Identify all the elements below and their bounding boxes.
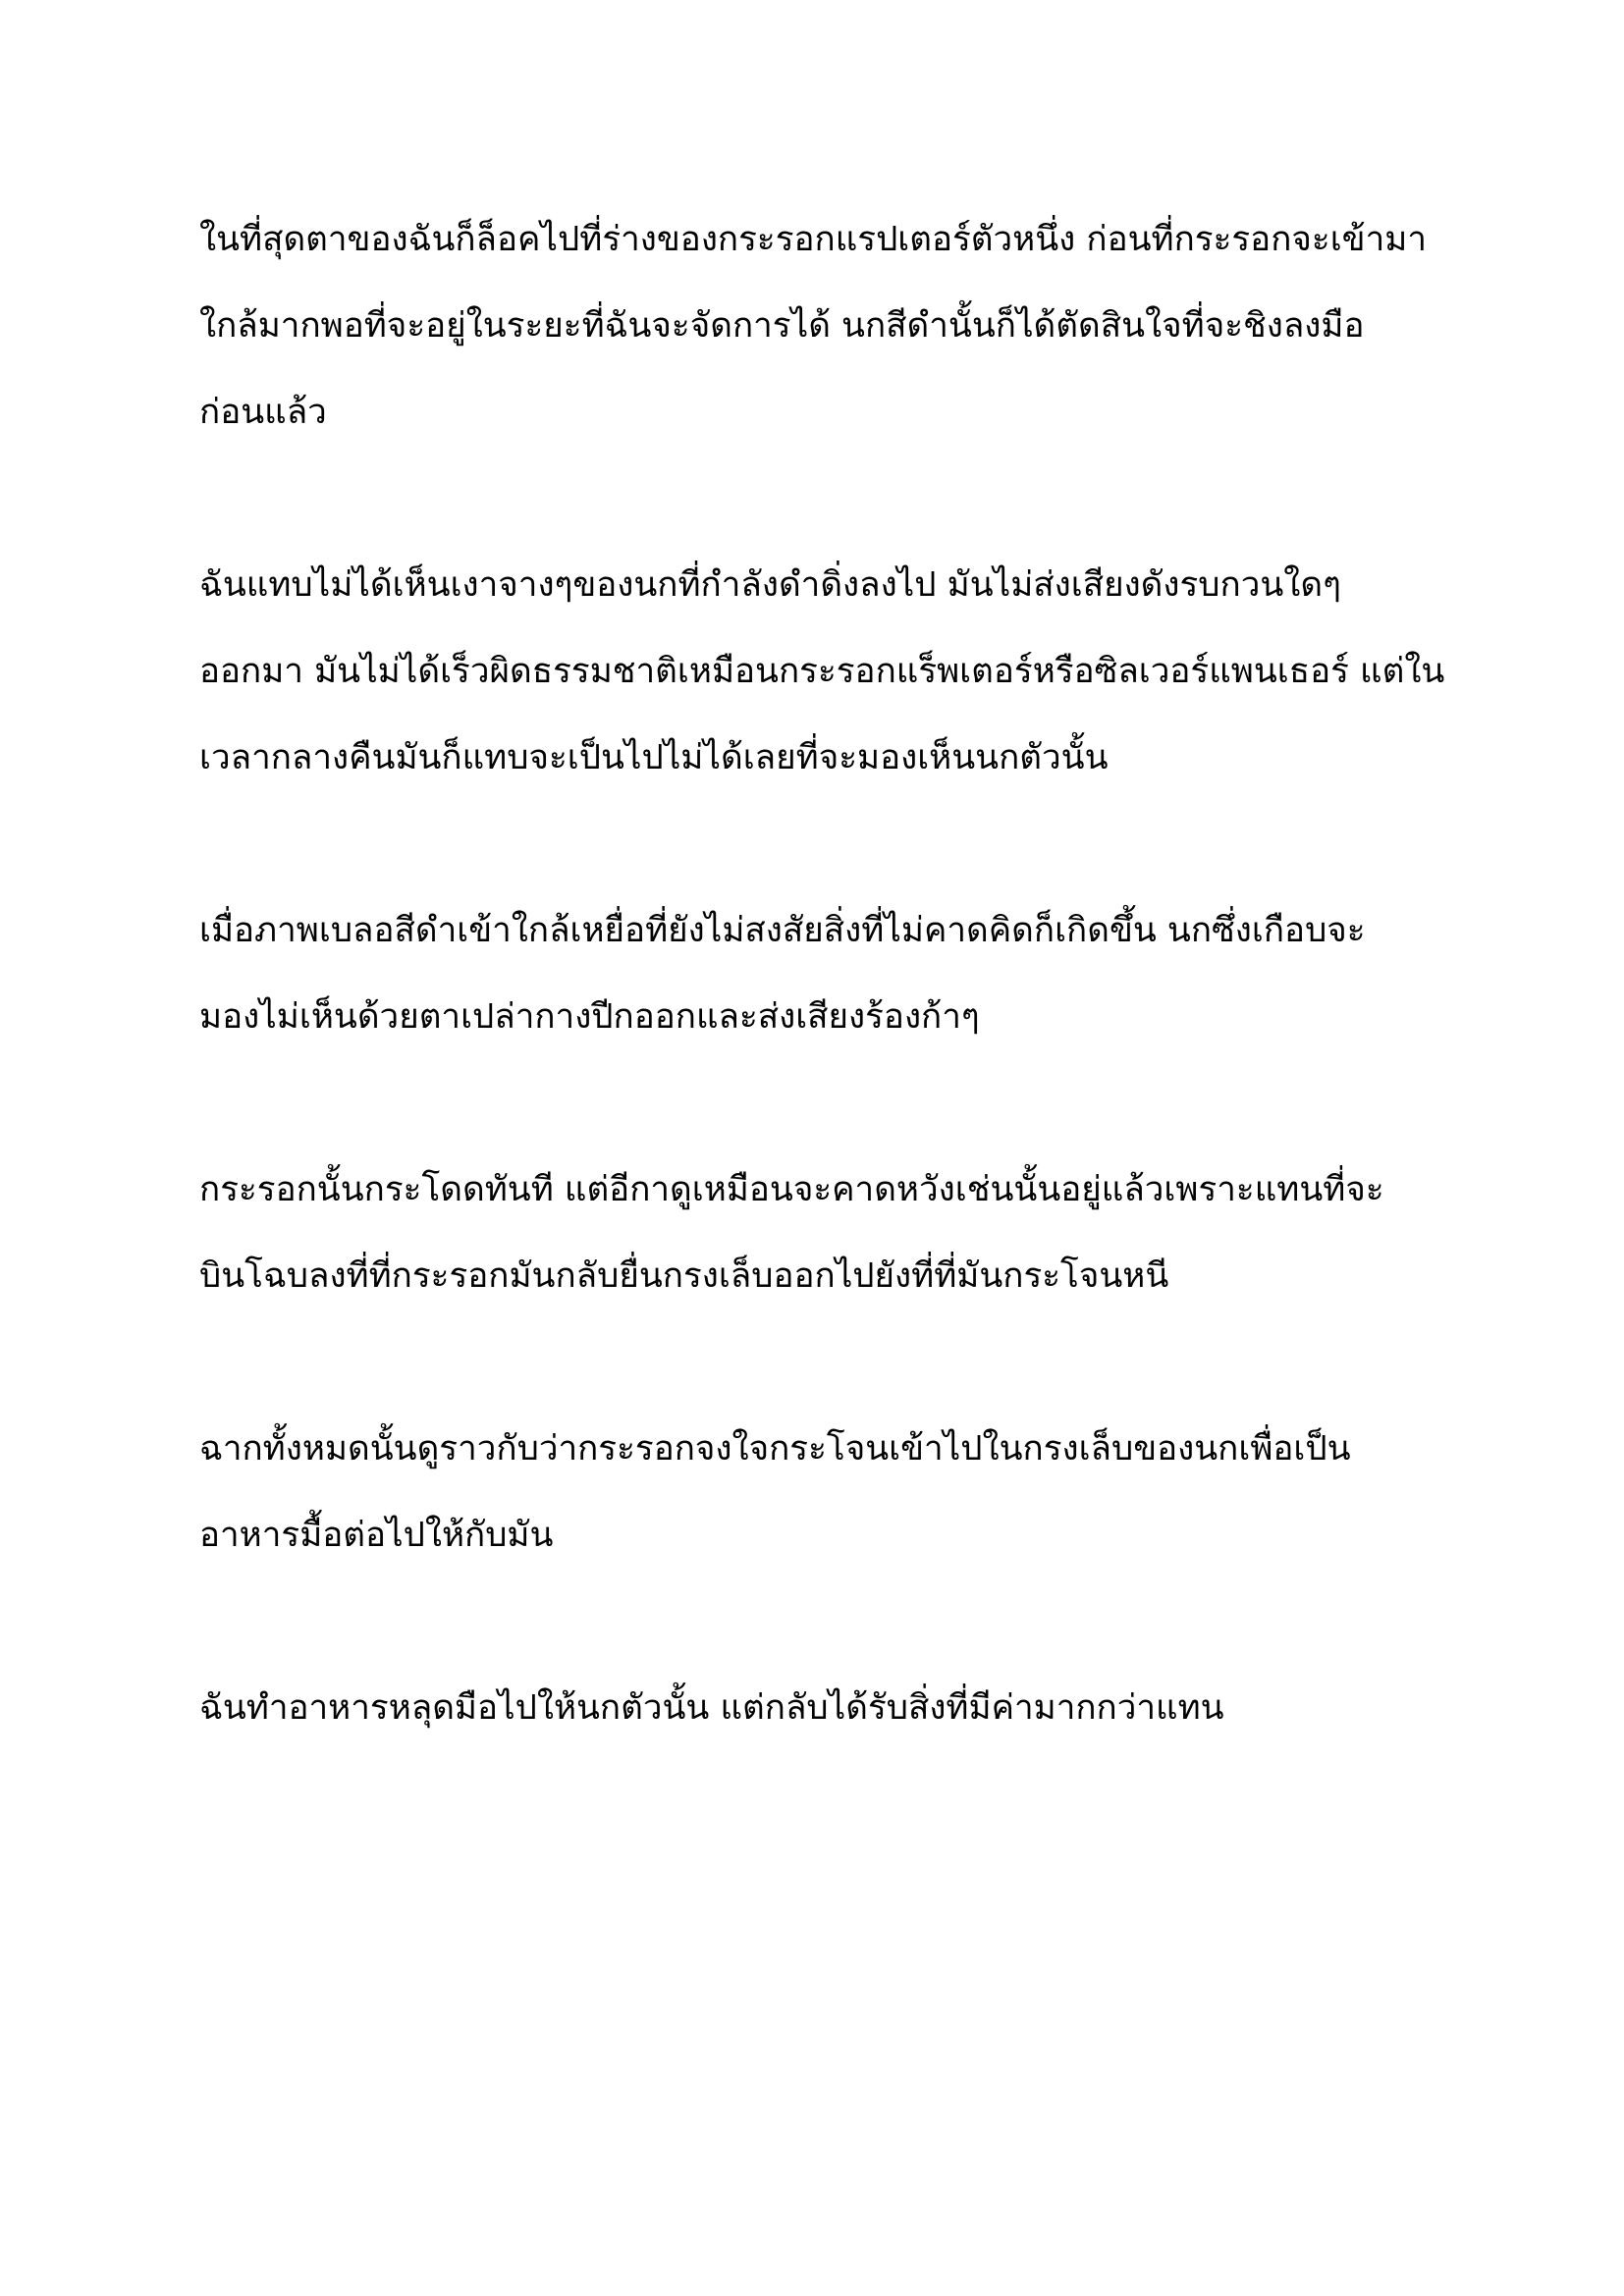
paragraph-6	[199, 1665, 1456, 1751]
text-line: เวลากลางคืนมันก็แทบจะเป็นไปไม่ได้เลยที่จะมองเห็นนกตัวนั้น	[199, 738, 1109, 777]
text-line: ฉันแทบไม่ได้เห็นเงาจางๆของนกที่กำลังดำดิ่งลงไป มันไม่ส่งเสียงดังรบกวนใดๆ	[199, 565, 1341, 605]
paragraph-spacer	[199, 1060, 1456, 1147]
text-line: ใกล้มากพอที่จะอยู่ในระยะที่ฉันจะจัดการได้ นกสีดำนั้นก็ได้ตัดสินใจที่จะชิงลงมือ	[199, 306, 1365, 346]
text-line: บินโฉบลงที่ที่กระรอกมันกลับยื่นกรงเล็บออกไปยังที่ที่มันกระโจนหนี	[199, 1256, 1169, 1296]
document-body	[199, 196, 1456, 1751]
paragraph-3	[199, 887, 1456, 1060]
paragraph-spacer	[199, 455, 1456, 542]
text-line: กระรอกนั้นกระโดดทันที แต่อีกาดูเหมือนจะคาดหวังเช่นนั้นอยู่แล้วเพราะแทนที่จะ	[199, 1170, 1384, 1209]
paragraph-2	[199, 542, 1456, 801]
paragraph-4	[199, 1147, 1456, 1319]
text-line: ในที่สุดตาของฉันก็ล็อคไปที่ร่างของกระรอกแรปเตอร์ตัวหนึ่ง ก่อนที่กระรอกจะเข้ามา	[199, 220, 1427, 259]
text-line: เมื่อภาพเบลอสีดำเข้าใกล้เหยื่อที่ยังไม่สงสัยสิ่งที่ไม่คาดคิดก็เกิดขึ้น นกซึ่งเกือบจะ	[199, 911, 1366, 950]
text-line: อาหารมื้อต่อไปให้กับมัน	[199, 1516, 554, 1555]
text-line: ก่อนแล้ว	[199, 393, 327, 432]
paragraph-spacer	[199, 1578, 1456, 1665]
text-line: ออกมา มันไม่ได้เร็วผิดธรรมชาติเหมือนกระรอกแร็พเตอร์หรือซิลเวอร์แพนเธอร์ แต่ใน	[199, 652, 1445, 691]
text-line: ฉันทำอาหารหลุดมือไปให้นกตัวนั้น แต่กลับได้รับสิ่งที่มีค่ามากกว่าแทน	[199, 1688, 1224, 1728]
paragraph-1	[199, 196, 1456, 455]
text-line: ฉากทั้งหมดนั้นดูราวกับว่ากระรอกจงใจกระโจนเข้าไปในกรงเล็บของนกเพื่อเป็น	[199, 1429, 1351, 1468]
text-line: มองไม่เห็นด้วยตาเปล่ากางปีกออกและส่งเสียงร้องก้าๆ	[199, 997, 980, 1037]
paragraph-spacer	[199, 801, 1456, 887]
paragraph-5	[199, 1406, 1456, 1578]
paragraph-spacer	[199, 1319, 1456, 1406]
